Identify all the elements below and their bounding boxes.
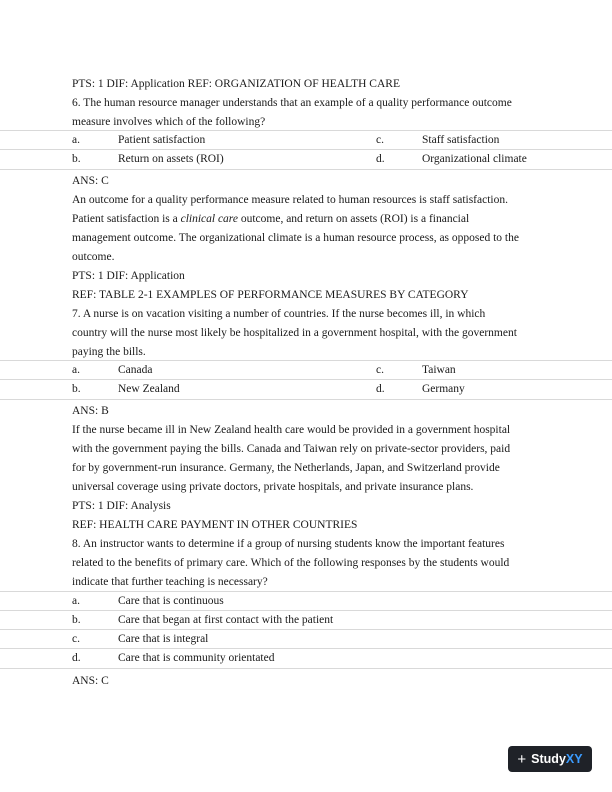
question-stem: 6. The human resource manager understands that an example of a quality performance outcome [72,97,512,109]
options-row [0,149,612,170]
question-stem: indicate that further teaching is necessary? [72,576,268,588]
pts-ref-line: PTS: 1 DIF: Application REF: ORGANIZATION OF HEALTH CARE [72,78,400,90]
options-row [0,360,612,380]
option-text: Care that began at first contact with the patient [118,614,334,626]
option-text: Organizational climate [422,153,527,165]
option-row [0,610,612,630]
rationale-line: with the government paying the bills. Canada and Taiwan rely on private-sector providers, paid [72,443,511,455]
answer: ANS: C [72,675,109,687]
option-key: a. [72,364,80,376]
option-key: a. [72,134,80,146]
italic-term: clinical care [180,213,238,225]
options-row [0,379,612,400]
option-row [0,591,612,611]
option-row [0,629,612,649]
option-text: Patient satisfaction [118,134,206,146]
plus-icon: + [517,750,527,768]
option-key: a. [72,595,80,607]
rationale-line: An outcome for a quality performance measure related to human resources is staff satisfaction. [72,194,508,206]
rationale-line: outcome. [72,251,115,263]
option-text: Care that is continuous [118,595,224,607]
option-text: Germany [422,383,465,395]
option-key: d. [72,652,81,664]
question-stem: paying the bills. [72,346,146,358]
option-text: Taiwan [422,364,456,376]
option-key: b. [72,153,81,165]
answer: ANS: B [72,405,109,417]
option-key: c. [376,364,384,376]
rationale-line: Patient satisfaction is a clinical care outcome, and return on assets (ROI) is a financial [72,213,470,225]
option-text: Canada [118,364,153,376]
question-stem: related to the benefits of primary care. Which of the following responses by the students would [72,557,510,569]
studyxy-badge[interactable] [508,746,592,772]
question-stem: country will the nurse most likely be hospitalized in a government hospital, with the government [72,327,517,339]
rationale-line: management outcome. The organizational climate is a human resource process, as opposed to the [72,232,519,244]
rationale-line: If the nurse became ill in New Zealand health care would be provided in a government hospital [72,424,511,436]
question-stem: measure involves which of the following? [72,116,266,128]
answer: ANS: C [72,175,109,187]
pts-line: PTS: 1 DIF: Analysis [72,500,171,512]
option-key: d. [376,383,385,395]
option-key: c. [72,633,80,645]
option-text: New Zealand [118,383,180,395]
option-key: b. [72,614,81,626]
option-key: b. [72,383,81,395]
options-row [0,130,612,150]
rationale-line: universal coverage using private doctors, private hospitals, and private insurance plans. [72,481,474,493]
option-key: c. [376,134,384,146]
option-text: Return on assets (ROI) [118,153,224,165]
question-stem: 7. A nurse is on vacation visiting a number of countries. If the nurse becomes ill, in which [72,308,486,320]
rationale-line: for by government-run insurance. Germany, the Netherlands, Japan, and Switzerland provide [72,462,500,474]
badge-label: StudyXY [531,752,583,766]
pts-line: PTS: 1 DIF: Application [72,270,185,282]
ref-line: REF: TABLE 2-1 EXAMPLES OF PERFORMANCE MEASURES BY CATEGORY [72,289,469,301]
option-text: Care that is community orientated [118,652,275,664]
question-stem: 8. An instructor wants to determine if a group of nursing students know the important features [72,538,505,550]
option-text: Staff satisfaction [422,134,500,146]
option-key: d. [376,153,385,165]
option-text: Care that is integral [118,633,209,645]
ref-line: REF: HEALTH CARE PAYMENT IN OTHER COUNTRIES [72,519,358,531]
option-row [0,648,612,669]
